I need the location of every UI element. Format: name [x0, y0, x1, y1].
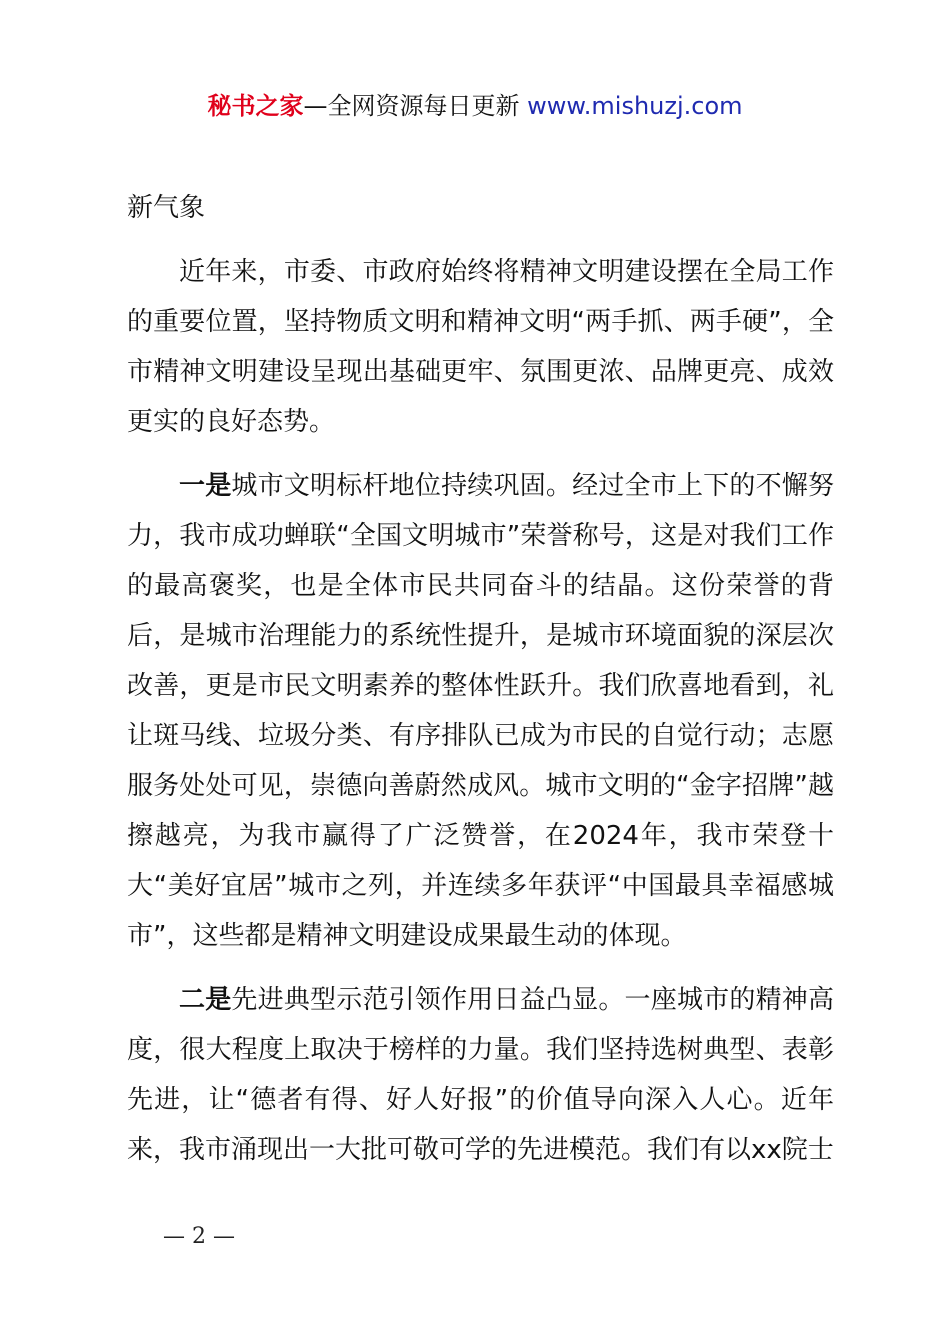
- section-one-text: 城市文明标杆地位持续巩固。经过全市上下的不懈努力，我市成功蝉联“全国文明城市”荣誉称号，这是对我们工作的最高褒奖，也是全体市民共同奋斗的结晶。这份荣誉的背后，是城市治理能力的系统性提升，是城市环境面貌的深层次改善，更是市民文明素养的整体性跃升。我们欣喜地看到，礼让斑马线、垃圾分类、有序排队已成为市民的自觉行动；志愿服务处处可见，崇德向善蔚然成风。城市文明的“金字招牌”越擦越亮，为我市赢得了广泛赞誉，在2024年，我市荣登十大“美好宜居”城市之列，并连续多年获评“中国最具幸福感城市”，这些都是精神文明建设成果最生动的体现。: [127, 471, 834, 951]
- fragment-line: 新气象: [127, 193, 206, 223]
- brand-name: 秘书之家: [207, 92, 304, 120]
- section-one-paragraph: [127, 461, 834, 961]
- header-slogan: —全网资源每日更新: [303, 92, 520, 120]
- section-two-paragraph: [127, 975, 834, 1175]
- page-number: — 2 —: [163, 1224, 235, 1249]
- intro-paragraph: 近年来，市委、市政府始终将精神文明建设摆在全局工作的重要位置，坚持物质文明和精神文明“两手抓、两手硬”，全市精神文明建设呈现出基础更牢、氛围更浓、品牌更亮、成效更实的良好态势。: [127, 257, 834, 437]
- site-header: [0, 88, 950, 124]
- site-url-link[interactable]: www.mishuzj.com: [527, 92, 743, 120]
- section-two-lead: 二是: [179, 985, 232, 1015]
- document-body: [127, 183, 834, 1189]
- section-one-lead: 一是: [179, 471, 232, 501]
- section-two-text: 先进典型示范引领作用日益凸显。一座城市的精神高度，很大程度上取决于榜样的力量。我们坚持选树典型、表彰先进，让“德者有得、好人好报”的价值导向深入人心。近年来，我市涌现出一大批可敬可学的先进模范。我们有以xx院士: [127, 985, 834, 1165]
